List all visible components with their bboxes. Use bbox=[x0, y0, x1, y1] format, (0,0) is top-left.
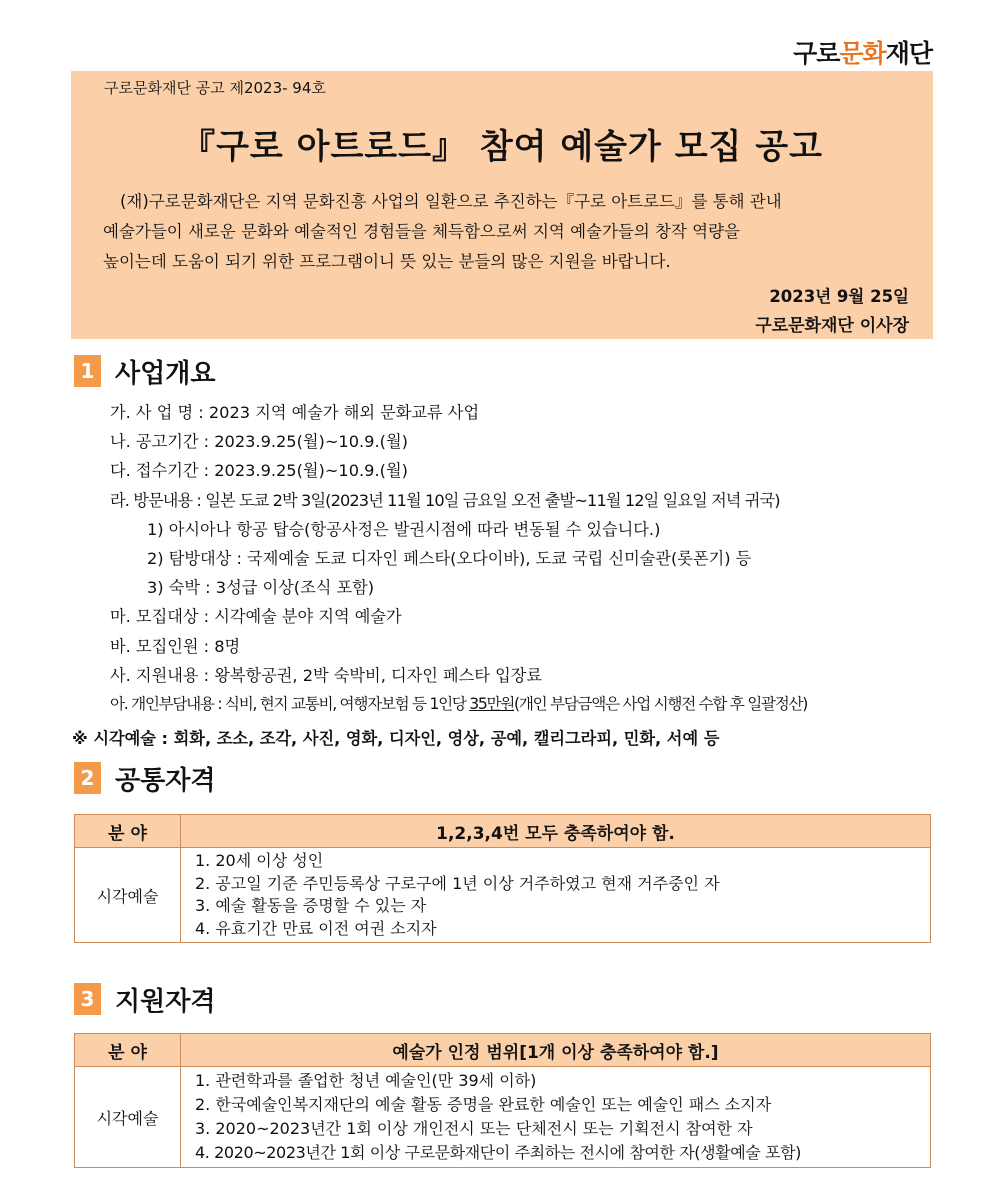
table-row bbox=[75, 848, 931, 943]
section-number: 3 bbox=[74, 983, 101, 1015]
list-item: 4. 유효기간 만료 이전 여권 소지자 bbox=[195, 918, 437, 938]
list-item: 1. 관련학과를 졸업한 청년 예술인(만 39세 이하) bbox=[195, 1071, 537, 1090]
section-number: 2 bbox=[74, 762, 101, 794]
list-item: 바. 모집인원 : 8명 bbox=[110, 636, 241, 656]
table-cell-category: 시각예술 bbox=[75, 848, 181, 943]
list-item: 다. 접수기간 : 2023.9.25(월)~10.9.(월) bbox=[110, 461, 408, 481]
notice-number: 구로문화재단 공고 제2023- 94호 bbox=[104, 79, 326, 97]
table-row bbox=[75, 1067, 931, 1168]
list-item-cost bbox=[110, 690, 970, 719]
intro-line: (재)구로문화재단은 지역 문화진흥 사업의 일환으로 추진하는『구로 아트로드』를 통해 관내 bbox=[120, 192, 782, 211]
logo-text-3: 재단 bbox=[885, 39, 932, 68]
section-header-common bbox=[74, 762, 215, 794]
cost-prefix: 아. 개인부담내용 : 식비, 현지 교통비, 여행자보험 등 1인당 bbox=[110, 695, 470, 714]
common-qualification-table bbox=[74, 814, 931, 943]
list-subitem: 3) 숙박 : 3성급 이상(조식 포함) bbox=[147, 578, 375, 598]
table-header-content: 1,2,3,4번 모두 충족하여야 함. bbox=[181, 815, 931, 848]
list-item: 2. 한국예술인복지재단의 예술 활동 증명을 완료한 예술인 또는 예술인 패스 소지자 bbox=[195, 1095, 772, 1114]
list-item: 가. 사 업 명 : 2023 지역 예술가 해외 문화교류 사업 bbox=[110, 403, 480, 422]
section-header-overview bbox=[74, 355, 215, 387]
list-item: 나. 공고기간 : 2023.9.25(월)~10.9.(월) bbox=[110, 432, 408, 452]
table-cell-content bbox=[181, 848, 931, 943]
table-cell-category: 시각예술 bbox=[75, 1067, 181, 1168]
table-header-content: 예술가 인정 범위[1개 이상 충족하여야 함.] bbox=[181, 1034, 931, 1067]
table-header-category: 분 야 bbox=[75, 1034, 181, 1067]
list-item: 4. 2020~2023년간 1회 이상 구로문화재단이 주최하는 전시에 참여한 자(생활예술 포함) bbox=[195, 1143, 801, 1162]
list-item: 라. 방문내용 : 일본 도쿄 2박 3일(2023년 11월 10일 금요일 오전 출발~11월 12일 일요일 저녁 귀국) bbox=[110, 490, 780, 510]
intro-line: 예술가들이 새로운 문화와 예술적인 경험들을 체득함으로써 지역 예술가들의 창작 역량을 bbox=[103, 222, 740, 241]
notice-date: 2023년 9월 25일 bbox=[769, 287, 909, 306]
notice-signer: 구로문화재단 이사장 bbox=[755, 316, 909, 336]
eligibility-table bbox=[74, 1033, 931, 1168]
list-subitem: 2) 탐방대상 : 국제예술 도쿄 디자인 페스타(오다이바), 도쿄 국립 신미술관(롯폰기) 등 bbox=[147, 549, 752, 569]
table-header-category: 분 야 bbox=[75, 815, 181, 848]
logo-text-2: 문화 bbox=[839, 39, 886, 68]
section-number: 1 bbox=[74, 355, 101, 387]
notice-banner bbox=[71, 71, 933, 339]
list-item: 2. 공고일 기준 주민등록상 구로구에 1년 이상 거주하였고 현재 거주중인 자 bbox=[195, 873, 720, 893]
section-title: 사업개요 bbox=[115, 358, 216, 389]
intro-line: 높이는데 도움이 되기 위한 프로그램이니 뜻 있는 분들의 많은 지원을 바랍니다. bbox=[103, 252, 671, 271]
cost-amount: 35만원 bbox=[469, 695, 515, 714]
overview-list bbox=[110, 398, 970, 719]
list-item: 마. 모집대상 : 시각예술 분야 지역 예술가 bbox=[110, 607, 402, 627]
table-header-row bbox=[75, 815, 931, 848]
list-subitem: 1) 아시아나 항공 탑승(항공사정은 발권시점에 따라 변동될 수 있습니다.) bbox=[147, 519, 661, 539]
logo-text-1: 구로 bbox=[793, 39, 840, 68]
list-item: 3. 예술 활동을 증명할 수 있는 자 bbox=[195, 896, 427, 915]
list-item: 1. 20세 이상 성인 bbox=[195, 851, 324, 870]
cost-suffix: (개인 부담금액은 사업 시행전 수합 후 일괄정산) bbox=[514, 695, 808, 714]
section-title: 공통자격 bbox=[115, 765, 216, 796]
section-header-eligibility bbox=[74, 983, 215, 1015]
page-title: 『구로 아트로드』 참여 예술가 모집 공고 bbox=[181, 127, 823, 167]
table-cell-content bbox=[181, 1067, 931, 1168]
list-item: 3. 2020~2023년간 1회 이상 개인전시 또는 단체전시 또는 기획전시 참여한 자 bbox=[195, 1119, 753, 1138]
list-item: 사. 지원내용 : 왕복항공권, 2박 숙박비, 디자인 페스타 입장료 bbox=[110, 665, 543, 685]
foundation-logo bbox=[793, 34, 932, 70]
table-header-row bbox=[75, 1034, 931, 1067]
intro-paragraph bbox=[103, 187, 903, 277]
section-title: 지원자격 bbox=[115, 986, 216, 1017]
visual-arts-note: ※ 시각예술 : 회화, 조소, 조각, 사진, 영화, 디자인, 영상, 공예, 캘리그라피, 민화, 서예 등 bbox=[72, 729, 720, 748]
